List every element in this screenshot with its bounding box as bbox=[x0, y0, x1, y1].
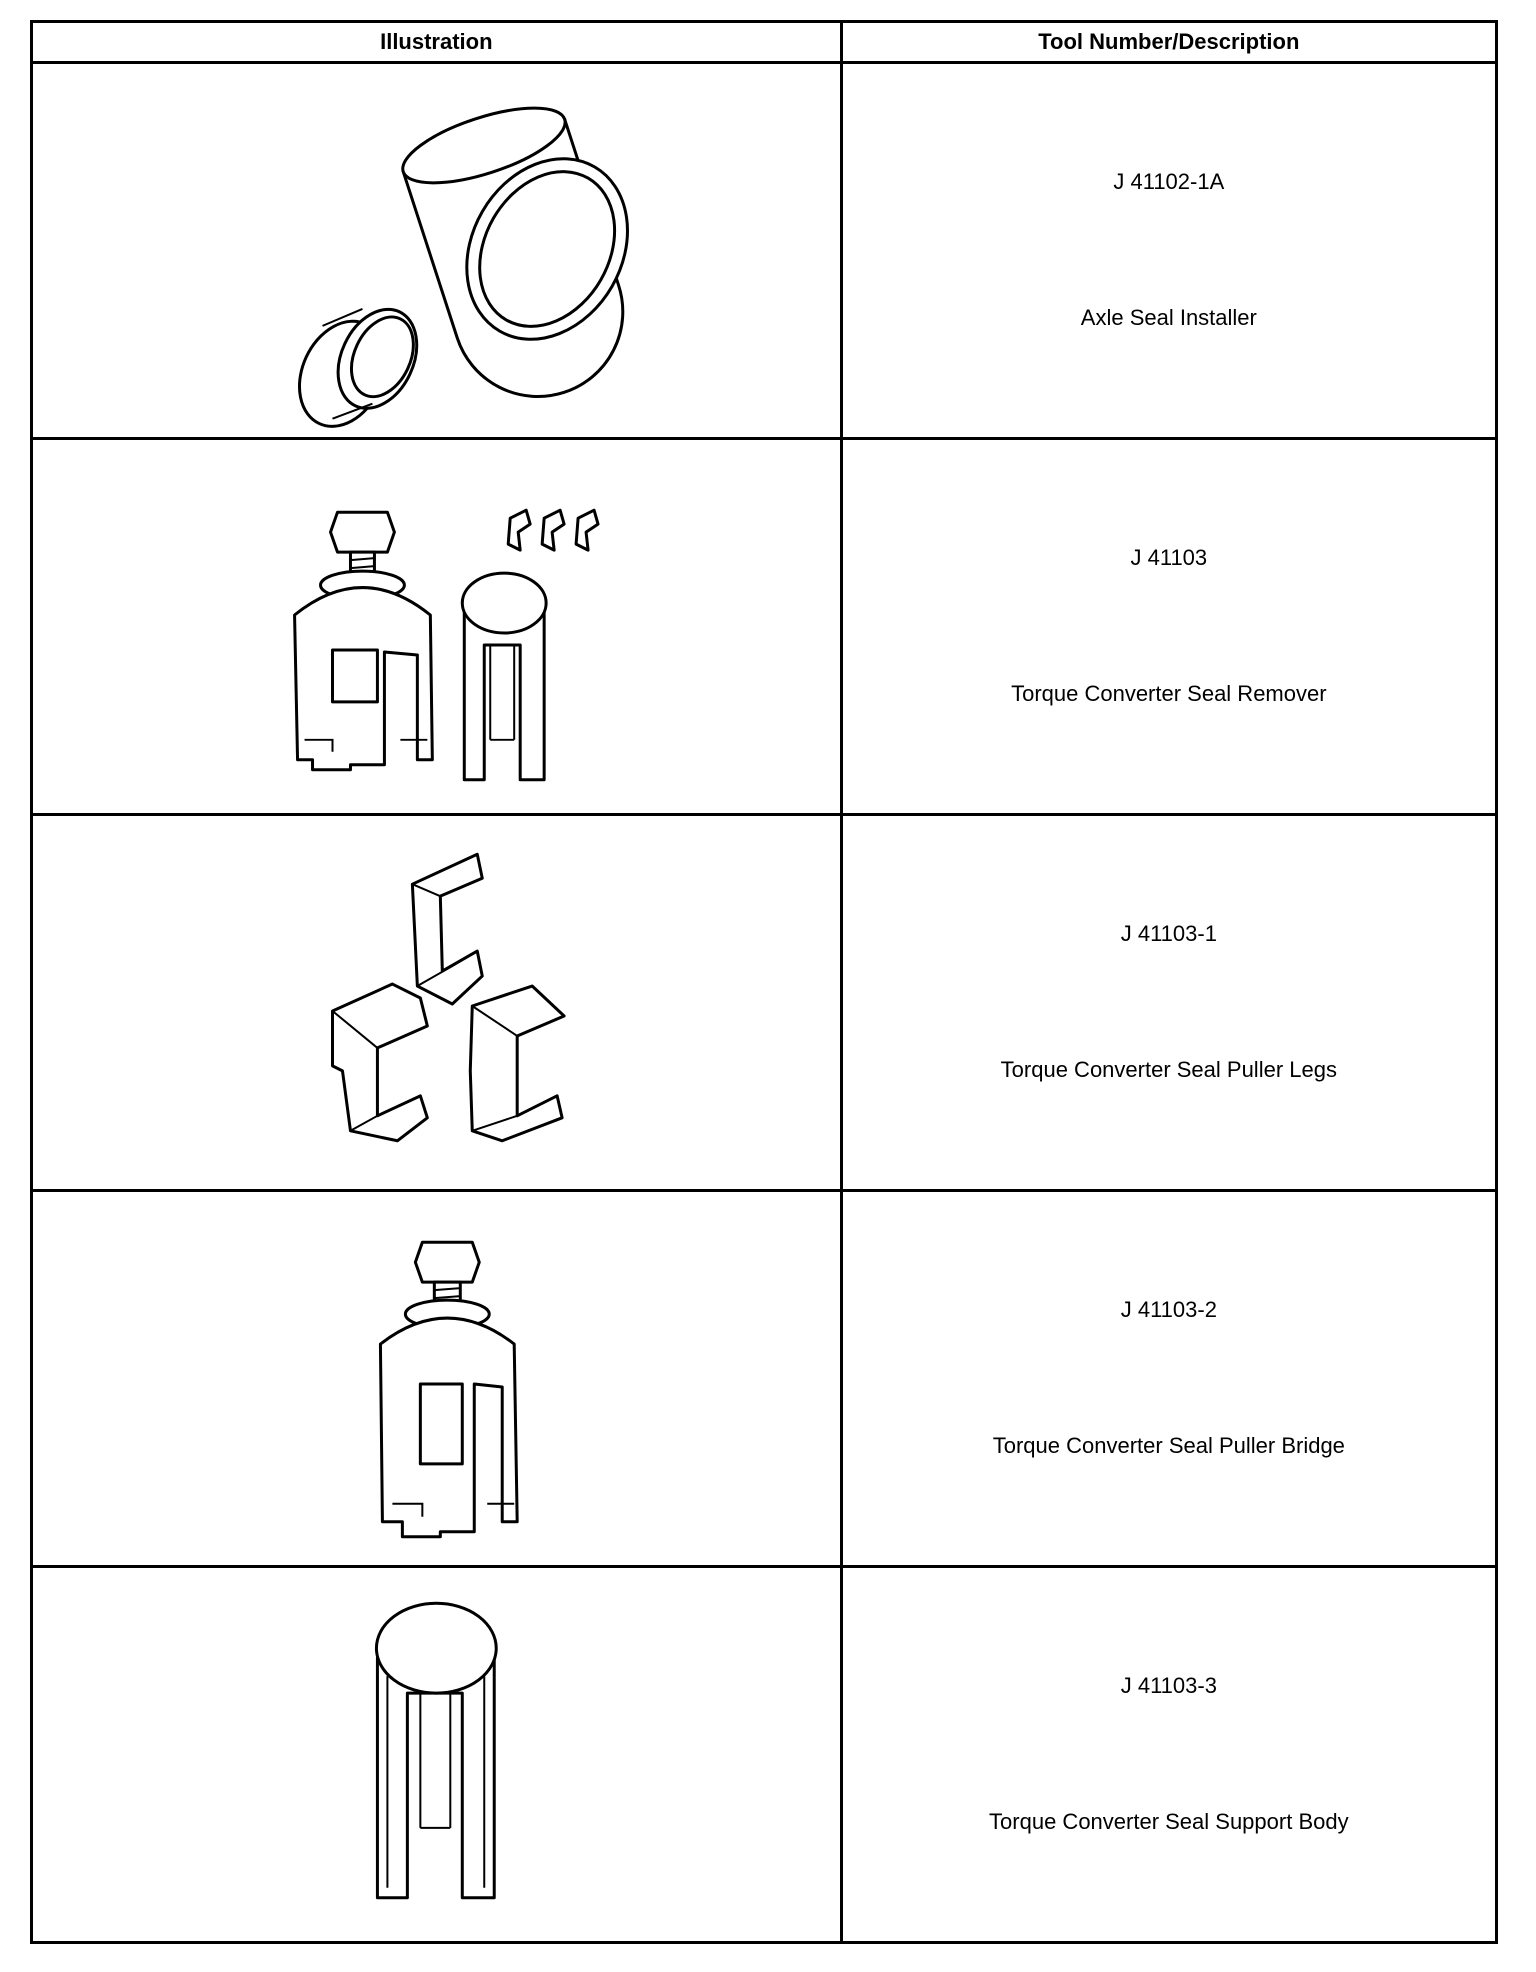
tool-number: J 41103 bbox=[1130, 545, 1208, 570]
table-row bbox=[32, 63, 1497, 439]
tool-table bbox=[30, 20, 1498, 1944]
tool-number: J 41103-3 bbox=[1120, 1673, 1217, 1698]
table-row bbox=[32, 439, 1497, 815]
tool-number: J 41102-1A bbox=[1113, 169, 1225, 194]
table-row bbox=[32, 1191, 1497, 1567]
tool-description: Torque Converter Seal Puller Bridge bbox=[992, 1433, 1345, 1458]
tool-description: Axle Seal Installer bbox=[1080, 305, 1257, 330]
description-cell bbox=[841, 1191, 1496, 1567]
description-cell bbox=[841, 1567, 1496, 1943]
puller-legs-icon bbox=[33, 816, 840, 1189]
header-tool-number-description: Tool Number/Description bbox=[841, 22, 1496, 63]
illustration-cell bbox=[32, 815, 842, 1191]
illustration-cell bbox=[32, 1191, 842, 1567]
description-cell bbox=[841, 63, 1496, 439]
tool-number: J 41103-2 bbox=[1120, 1297, 1217, 1322]
illustration-cell bbox=[32, 439, 842, 815]
tool-description: Torque Converter Seal Support Body bbox=[989, 1809, 1349, 1834]
support-body-icon bbox=[33, 1568, 840, 1941]
illustration-cell bbox=[32, 63, 842, 439]
tool-description: Torque Converter Seal Puller Legs bbox=[1000, 1057, 1337, 1082]
illustration-cell bbox=[32, 1567, 842, 1943]
header-illustration: Illustration bbox=[32, 22, 842, 63]
table-row bbox=[32, 815, 1497, 1191]
description-cell bbox=[841, 815, 1496, 1191]
tool-number: J 41103-1 bbox=[1120, 921, 1217, 946]
axle-seal-installer-icon bbox=[33, 64, 840, 437]
tool-description: Torque Converter Seal Remover bbox=[1011, 681, 1327, 706]
table-row bbox=[32, 1567, 1497, 1943]
table-header-row bbox=[32, 22, 1497, 63]
seal-remover-icon bbox=[33, 440, 840, 813]
description-cell bbox=[841, 439, 1496, 815]
puller-bridge-icon bbox=[33, 1192, 840, 1565]
